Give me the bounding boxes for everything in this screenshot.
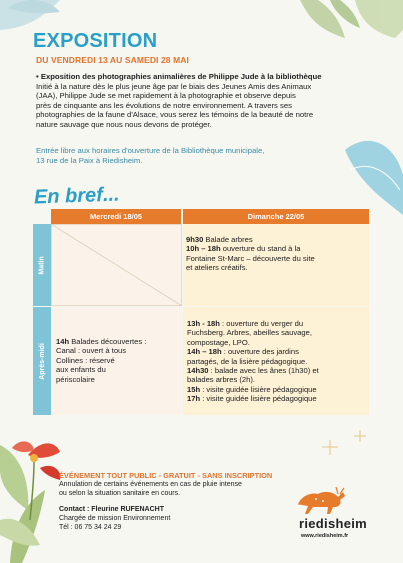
intro-line: photographies de la faune d'Alsace, vous serez les témoins de la beauté de notre	[36, 110, 314, 120]
schedule-line: aux enfants du	[56, 365, 106, 375]
intro-text	[36, 72, 370, 130]
access-line: Entrée libre aux horaires d'ouverture de la Bibliothèque municipale,	[36, 146, 265, 155]
cancel-line: ou selon la situation sanitaire en cours.	[59, 489, 181, 497]
column-header-wednesday: Mercredi 18/05	[51, 209, 181, 224]
page-title: EXPOSITION	[33, 30, 158, 52]
cancellation-note	[59, 481, 299, 498]
event-banner: ÉVÉNEMENT TOUT PUBLIC - GRATUIT - SANS INSCRIPTION	[59, 471, 273, 480]
schedule-line: périscolaire	[56, 374, 95, 384]
intro-line: Initié à la nature dès le plus jeune âge par le biais des Jeunes Amis des Animaux	[36, 81, 312, 91]
schedule-line: Collines : réservé	[56, 355, 115, 365]
schedule-line: Fuchsberg. Arbres, abeilles sauvage,	[187, 328, 312, 338]
brand-url-link[interactable]: www.riedisheim.fr	[301, 533, 349, 539]
section-heading: En bref...	[33, 183, 120, 209]
schedule-line: partagés, de la lisière pédagogique.	[187, 356, 308, 366]
schedule-line: et ateliers créatifs.	[186, 263, 248, 273]
cell-sunday-afternoon	[183, 307, 369, 415]
diagonal-line	[51, 224, 182, 306]
contact-phone[interactable]: Tél : 06 75 34 24 29	[59, 523, 122, 531]
schedule-line: Canal : ouvert à tous	[56, 346, 127, 356]
intro-line: nature sauvage que nous nous devons de protéger.	[36, 119, 212, 129]
access-line: 13 rue de la Paix à Riedisheim.	[36, 155, 143, 165]
schedule-line: 13h - 18h : ouverture du verger du	[187, 319, 304, 328]
brand-name: riedisheim	[299, 516, 368, 531]
access-info	[36, 146, 356, 165]
row-label-text: Matin	[38, 255, 46, 275]
cell-sunday-morning	[183, 224, 369, 306]
schedule-line: balades arbres (2h).	[187, 375, 255, 385]
contact-role: Chargée de mission Environnement	[59, 514, 171, 522]
intro-lead: • Exposition des photographies animalières de Philippe Jude à la bibliothèque	[36, 72, 322, 81]
schedule-table	[33, 209, 369, 415]
row-label-text: Après-midi	[38, 342, 46, 380]
schedule-line: 15h : visite guidée lisière pédagogique	[187, 384, 317, 394]
column-header-sunday: Dimanche 22/05	[183, 209, 369, 224]
empty-cell	[51, 224, 182, 306]
cancel-line: Annulation de certains événements en cas de pluie intense	[59, 481, 242, 488]
contact-block	[59, 506, 170, 532]
contact-name: Contact : Fleurine RUFENACHT	[59, 506, 164, 513]
row-label-morning	[33, 224, 51, 306]
intro-line: près de cinquante ans les évolutions de notre environnement. A travers ses	[36, 100, 292, 110]
intro-line: (JAA), Philippe Jude se met rapidement à la photographie et observe depuis	[36, 91, 296, 101]
schedule-line: 14h30 : balade avec les ânes (1h30) et	[187, 366, 319, 376]
schedule-line: 10h – 18h ouverture du stand à la	[186, 244, 301, 254]
schedule-line: 9h30 Balade arbres	[186, 235, 253, 244]
schedule-line: Fontaine St-Marc – découverte du site	[186, 253, 315, 263]
schedule-line: 14h – 18h : ouverture des jardins	[187, 347, 299, 357]
schedule-line: 17h : visite guidée lisière pédagogique	[187, 394, 317, 404]
schedule-line: compostage, LPO.	[187, 337, 250, 347]
exhibition-dates: DU VENDREDI 13 AU SAMEDI 28 MAI	[36, 55, 189, 65]
row-label-afternoon	[33, 307, 51, 415]
schedule-line: 14h Balades découvertes :	[56, 337, 147, 346]
cell-wednesday-afternoon	[51, 307, 182, 415]
